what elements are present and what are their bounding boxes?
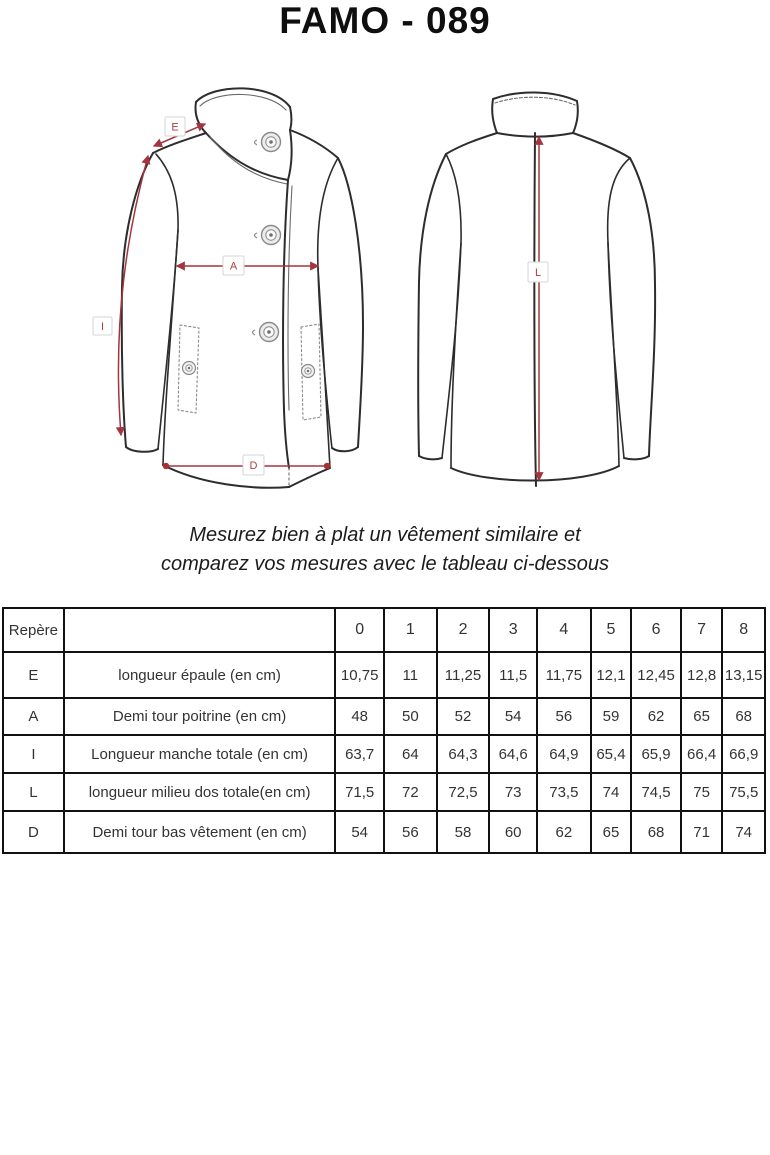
measure-label-L — [528, 262, 548, 282]
coat-front-view — [122, 88, 363, 487]
measure-label-E — [165, 117, 185, 136]
size-cell: 56 — [384, 811, 437, 853]
size-cell: 11,75 — [537, 652, 591, 698]
repere-cell: D — [3, 811, 64, 853]
size-cell: 66,4 — [681, 735, 723, 773]
size-cell: 68 — [631, 811, 681, 853]
size-cell: 63,7 — [335, 735, 384, 773]
size-header-cell: 4 — [537, 608, 591, 652]
size-cell: 74 — [591, 773, 632, 811]
instruction-line-2: comparez vos mesures avec le tableau ci-dessous — [161, 553, 609, 575]
description-cell: Demi tour bas vêtement (en cm) — [64, 811, 336, 853]
size-cell: 72,5 — [437, 773, 490, 811]
table-row — [3, 735, 765, 773]
size-cell: 72 — [384, 773, 437, 811]
svg-text:A: A — [229, 260, 238, 273]
size-cell: 62 — [537, 811, 591, 853]
size-cell: 10,75 — [335, 652, 384, 698]
svg-text:L: L — [534, 267, 542, 279]
size-cell: 54 — [489, 698, 537, 735]
size-cell: 12,45 — [631, 652, 681, 698]
svg-text:D: D — [249, 460, 258, 472]
size-cell: 11,5 — [489, 652, 537, 698]
size-header-cell: 5 — [591, 608, 632, 652]
size-cell: 56 — [537, 698, 591, 735]
table-row — [3, 698, 765, 735]
description-cell: longueur épaule (en cm) — [64, 652, 336, 698]
repere-cell: A — [3, 698, 64, 735]
size-header-cell: 3 — [489, 608, 537, 652]
size-cell: 62 — [631, 698, 681, 735]
size-header-cell: 6 — [631, 608, 681, 652]
repere-header-cell: Repère — [3, 608, 64, 652]
repere-cell: E — [3, 652, 64, 698]
size-header-cell: 0 — [335, 608, 384, 652]
size-cell: 58 — [437, 811, 490, 853]
size-cell: 75,5 — [722, 773, 765, 811]
size-cell: 11,25 — [437, 652, 490, 698]
size-header-cell: 7 — [681, 608, 723, 652]
repere-cell: L — [3, 773, 64, 811]
size-cell: 64,3 — [437, 735, 490, 773]
pocket-button-icon — [183, 362, 196, 375]
svg-text:E: E — [171, 121, 179, 134]
size-cell: 64 — [384, 735, 437, 773]
front-pockets — [178, 324, 321, 420]
size-cell: 75 — [681, 773, 723, 811]
page-title: FAMO - 089 — [279, 0, 491, 41]
button-icon — [255, 133, 281, 152]
size-cell: 12,1 — [591, 652, 632, 698]
table-row — [3, 773, 765, 811]
size-cell: 71,5 — [335, 773, 384, 811]
garment-diagram-svg — [0, 80, 770, 510]
table-header-row — [3, 608, 765, 652]
size-header-cell: 8 — [722, 608, 765, 652]
description-cell: Longueur manche totale (en cm) — [64, 735, 336, 773]
description-header-cell — [64, 608, 336, 652]
size-header-cell: 1 — [384, 608, 437, 652]
size-cell: 71 — [681, 811, 723, 853]
size-cell: 64,6 — [489, 735, 537, 773]
measure-label-A — [223, 256, 244, 275]
size-cell: 13,15 — [722, 652, 765, 698]
table-row — [3, 811, 765, 853]
size-cell: 12,8 — [681, 652, 723, 698]
size-cell: 59 — [591, 698, 632, 735]
coat-back-view — [418, 92, 655, 486]
size-cell: 74,5 — [631, 773, 681, 811]
size-cell: 66,9 — [722, 735, 765, 773]
size-cell: 65 — [681, 698, 723, 735]
repere-cell: I — [3, 735, 64, 773]
size-cell: 60 — [489, 811, 537, 853]
svg-text:I: I — [100, 321, 105, 333]
size-cell: 11 — [384, 652, 437, 698]
button-icon — [255, 226, 281, 245]
size-cell: 68 — [722, 698, 765, 735]
instruction-line-1: Mesurez bien à plat un vêtement similaire et — [189, 524, 581, 546]
description-cell: Demi tour poitrine (en cm) — [64, 698, 336, 735]
table-row — [3, 652, 765, 698]
measure-label-I — [93, 317, 112, 335]
size-cell: 74 — [722, 811, 765, 853]
size-cell: 52 — [437, 698, 490, 735]
button-icon — [253, 323, 279, 342]
measure-label-D — [243, 455, 264, 475]
size-cell: 65,4 — [591, 735, 632, 773]
size-cell: 48 — [335, 698, 384, 735]
size-cell: 73 — [489, 773, 537, 811]
size-cell: 73,5 — [537, 773, 591, 811]
measuring-instructions — [0, 521, 770, 579]
size-cell: 65,9 — [631, 735, 681, 773]
size-cell: 65 — [591, 811, 632, 853]
garment-diagram — [0, 80, 770, 510]
size-cell: 54 — [335, 811, 384, 853]
size-header-cell: 2 — [437, 608, 490, 652]
size-cell: 50 — [384, 698, 437, 735]
size-chart-table — [2, 607, 766, 854]
size-cell: 64,9 — [537, 735, 591, 773]
pocket-button-icon — [302, 365, 315, 378]
description-cell: longueur milieu dos totale(en cm) — [64, 773, 336, 811]
